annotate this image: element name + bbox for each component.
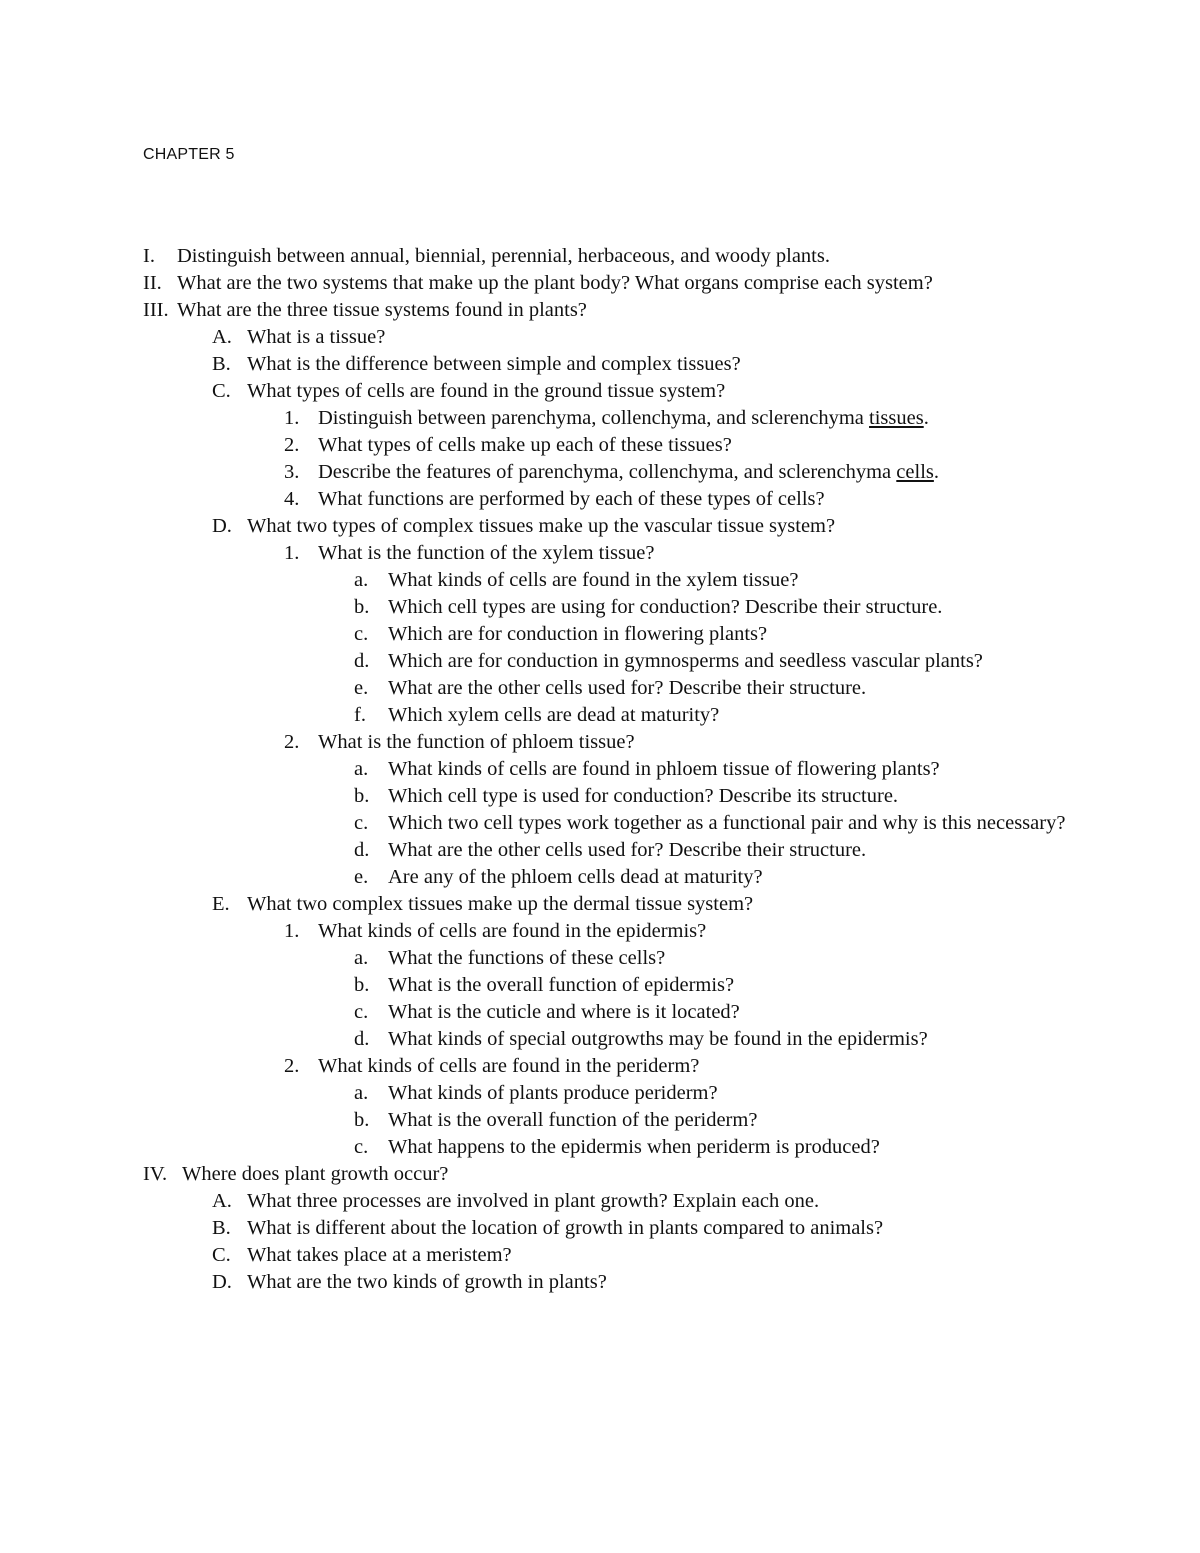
item-marker: c. [354,623,369,645]
outline-item [0,702,1200,729]
outline-item [0,1053,1200,1080]
item-marker: 4. [284,488,300,510]
outline-item [0,1242,1200,1269]
item-text: What are the two systems that make up the plant body? What organs comprise each system? [177,272,933,294]
item-text: What the functions of these cells? [388,947,666,969]
item-text: What is the overall function of epidermis? [388,974,735,996]
item-text: Which are for conduction in flowering plants? [388,623,768,645]
outline-item [0,729,1200,756]
item-text: What kinds of cells are found in the periderm? [318,1055,700,1077]
item-text: Are any of the phloem cells dead at maturity? [388,866,763,888]
item-marker: b. [354,1109,370,1131]
item-text: What kinds of special outgrowths may be found in the epidermis? [388,1028,928,1050]
item-marker: 2. [284,1055,300,1077]
item-text: What three processes are involved in plant growth? Explain each one. [247,1190,820,1212]
item-marker: C. [212,1244,231,1266]
item-text: What are the three tissue systems found in plants? [177,299,587,321]
item-marker: d. [354,650,370,672]
item-marker: b. [354,785,370,807]
item-text: What functions are performed by each of these types of cells? [318,488,825,510]
outline-item [0,999,1200,1026]
item-text: What kinds of plants produce periderm? [388,1082,718,1104]
outline-item [0,1134,1200,1161]
outline-item [0,1269,1200,1296]
outline-item [0,918,1200,945]
item-marker: c. [354,812,369,834]
underlined-word: cells [896,461,934,483]
item-text: What kinds of cells are found in phloem tissue of flowering plants? [388,758,940,780]
item-marker: 1. [284,920,300,942]
outline-item [0,891,1200,918]
item-marker: c. [354,1001,369,1023]
item-text: Which xylem cells are dead at maturity? [388,704,720,726]
item-text: What are the two kinds of growth in plants? [247,1271,607,1293]
item-marker: IV. [143,1163,168,1185]
outline-item [0,378,1200,405]
item-marker: b. [354,596,370,618]
item-text: What are the other cells used for? Describe their structure. [388,839,867,861]
item-marker: 1. [284,542,300,564]
item-text: What types of cells are found in the ground tissue system? [247,380,726,402]
item-marker: a. [354,758,369,780]
item-marker: I. [143,245,155,267]
outline-item [0,675,1200,702]
outline-item [0,405,1200,432]
outline-item [0,648,1200,675]
item-marker: e. [354,866,369,888]
outline-item [0,1107,1200,1134]
outline-item [0,783,1200,810]
item-marker: 2. [284,434,300,456]
item-marker: B. [212,353,231,375]
item-marker: III. [143,299,169,321]
item-text: What is the function of the xylem tissue? [318,542,655,564]
item-text: What two types of complex tissues make up the vascular tissue system? [247,515,836,537]
outline-item [0,297,1200,324]
outline-item [0,432,1200,459]
item-marker: II. [143,272,162,294]
item-text: Which two cell types work together as a functional pair and why is this necessary? [388,812,1066,834]
item-marker: a. [354,947,369,969]
chapter-heading: CHAPTER 5 [143,146,235,163]
item-text: What is the cuticle and where is it located? [388,1001,740,1023]
outline-item [0,1161,1200,1188]
outline-item [0,1026,1200,1053]
item-text: What takes place at a meristem? [247,1244,512,1266]
item-text: What are the other cells used for? Describe their structure. [388,677,867,699]
item-marker: d. [354,839,370,861]
outline-item [0,351,1200,378]
item-text: What kinds of cells are found in the xylem tissue? [388,569,799,591]
outline-item [0,243,1200,270]
outline-item [0,1080,1200,1107]
outline-item [0,324,1200,351]
outline-item [0,864,1200,891]
item-text: What is the overall function of the periderm? [388,1109,758,1131]
item-text: Which cell types are using for conduction? Describe their structure. [388,596,943,618]
item-marker: b. [354,974,370,996]
outline-item [0,1215,1200,1242]
outline-item [0,837,1200,864]
underlined-word: tissues [869,407,924,429]
outline-item [0,810,1200,837]
outline-item [0,972,1200,999]
item-marker: a. [354,1082,369,1104]
study-outline [0,243,1200,1296]
item-marker: 3. [284,461,300,483]
item-text: Which are for conduction in gymnosperms and seedless vascular plants? [388,650,983,672]
item-marker: f. [354,704,366,726]
item-marker: d. [354,1028,370,1050]
item-marker: D. [212,1271,232,1293]
item-text: Distinguish between annual, biennial, perennial, herbaceous, and woody plants. [177,245,830,267]
outline-item [0,945,1200,972]
item-marker: c. [354,1136,369,1158]
item-marker: A. [212,326,232,348]
item-marker: 2. [284,731,300,753]
item-text: What kinds of cells are found in the epidermis? [318,920,707,942]
outline-item [0,756,1200,783]
outline-item [0,1188,1200,1215]
item-marker: E. [212,893,230,915]
item-text: Which cell type is used for conduction? Describe its structure. [388,785,899,807]
item-marker: e. [354,677,369,699]
item-text: What is a tissue? [247,326,386,348]
item-text: What is the difference between simple and complex tissues? [247,353,741,375]
outline-item [0,540,1200,567]
item-text: What two complex tissues make up the dermal tissue system? [247,893,754,915]
item-marker: C. [212,380,231,402]
item-text: Distinguish between parenchyma, collenchyma, and sclerenchyma tissues. [318,407,929,429]
item-text: What happens to the epidermis when periderm is produced? [388,1136,880,1158]
item-text: What is the function of phloem tissue? [318,731,635,753]
outline-item [0,567,1200,594]
outline-item [0,594,1200,621]
item-marker: a. [354,569,369,591]
item-text: Where does plant growth occur? [182,1163,449,1185]
item-text: Describe the features of parenchyma, collenchyma, and sclerenchyma cells. [318,461,939,483]
item-marker: 1. [284,407,300,429]
item-text: What is different about the location of growth in plants compared to animals? [247,1217,884,1239]
item-marker: A. [212,1190,232,1212]
outline-item [0,270,1200,297]
outline-item [0,513,1200,540]
item-text: What types of cells make up each of these tissues? [318,434,732,456]
item-marker: B. [212,1217,231,1239]
outline-item [0,459,1200,486]
item-marker: D. [212,515,232,537]
outline-item [0,621,1200,648]
outline-item [0,486,1200,513]
